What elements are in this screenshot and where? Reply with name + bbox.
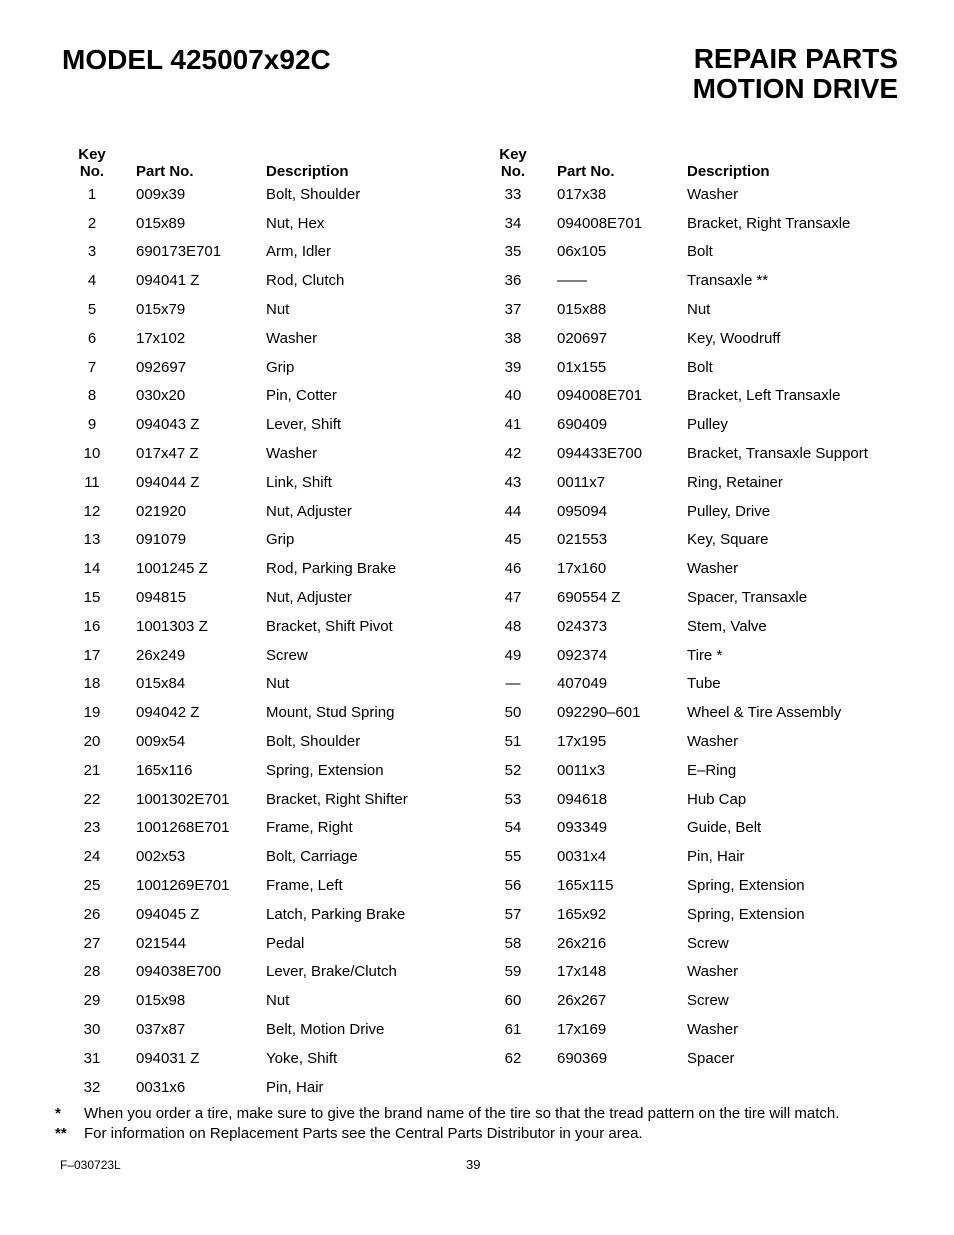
table-row [491,612,911,641]
key-no-cell: 29 [83,992,101,1010]
key-header-line1: Key [499,146,527,163]
table-row [70,1044,490,1073]
description-cell: Washer [687,560,739,578]
part-no-cell: 26x216 [557,934,607,952]
description-cell: Spacer, Transaxle [687,589,808,607]
description-cell: Screw [687,934,729,952]
part-no-cell: 690173E701 [136,243,222,261]
part-no-cell: 015x84 [136,675,186,693]
key-no-cell: 39 [504,358,522,376]
key-header-line2: No. [79,163,105,180]
key-no-cell: 28 [83,963,101,981]
description-cell: Hub Cap [687,790,747,808]
part-no-cell: 094043 Z [136,416,200,434]
description-cell: Belt, Motion Drive [266,1021,385,1038]
table-row [70,641,490,670]
key-no-cell: 38 [504,329,522,347]
key-no-cell: 25 [83,877,101,895]
part-no-cell: 093349 [557,819,608,837]
key-no-cell: 40 [504,387,522,405]
parts-list-left [70,180,490,1102]
description-cell: Latch, Parking Brake [266,905,406,923]
part-no-cell: 094031 Z [136,1049,200,1067]
table-row [70,583,490,612]
description-cell: Washer [687,185,739,203]
table-row [70,295,490,324]
description-cell: Nut [266,675,290,693]
part-no-cell: 017x47 Z [136,445,199,463]
description-cell: Tire * [687,646,723,664]
part-no-cell: 0011x7 [557,473,606,491]
description-cell: Frame, Left [266,877,343,895]
key-no-cell: 55 [504,848,522,866]
key-no-cell: 53 [504,790,522,808]
table-row [491,382,911,411]
key-header-line2: No. [500,163,526,180]
description-cell: Rod, Clutch [266,272,345,290]
key-no-cell: 46 [504,560,522,578]
description-cell: Washer [687,963,739,981]
table-row [70,468,490,497]
description-cell: Yoke, Shift [266,1049,338,1067]
description-cell: Lever, Shift [266,416,342,434]
description-cell: Bolt [687,243,713,261]
table-row [70,554,490,583]
description-header: Description [266,163,349,180]
key-no-cell: 33 [504,185,522,203]
part-no-cell: 092374 [557,646,608,664]
table-row [70,785,490,814]
part-no-cell: 06x105 [557,243,607,261]
table-row [70,382,490,411]
key-no-cell: 49 [504,646,522,664]
description-cell: Bolt, Carriage [266,848,358,866]
key-no-cell: 35 [504,243,522,261]
key-no-cell: 13 [83,531,101,549]
description-cell: Bolt [687,358,713,376]
key-no-header [491,144,535,180]
part-no-cell: 094045 Z [136,905,200,923]
part-no-cell: 017x38 [557,185,607,203]
description-cell: Nut [687,301,711,319]
table-row [491,641,911,670]
description-cell: Washer [687,733,739,751]
key-no-cell: 51 [504,733,522,751]
parts-table-left [70,144,490,1102]
table-row [70,670,490,699]
part-no-cell: 17x102 [136,329,186,347]
part-no-cell: 165x116 [136,761,193,779]
description-cell: Guide, Belt [687,819,762,837]
description-cell: Screw [687,992,729,1010]
part-no-cell: 021553 [557,531,608,549]
part-no-cell: 0031x4 [557,848,607,866]
table-row [70,324,490,353]
description-cell: Bracket, Left Transaxle [687,387,841,405]
page-number: 39 [466,1157,481,1172]
table-header-row [70,144,490,180]
parts-table-right [491,144,911,1073]
key-no-cell: 1 [87,185,97,203]
key-no-cell: 47 [504,589,522,607]
part-no-cell: 015x98 [136,992,186,1010]
part-no-cell: 009x39 [136,185,186,203]
table-row [491,324,911,353]
description-cell: Bolt, Shoulder [266,733,361,751]
key-no-cell: 52 [504,761,522,779]
part-no-cell: 1001302E701 [136,790,230,808]
key-no-cell: 9 [87,416,97,434]
key-no-cell: 42 [504,445,522,463]
key-no-header [70,144,114,180]
table-row [70,756,490,785]
description-cell: Spacer [687,1049,735,1067]
part-no-cell: 094042 Z [136,704,200,722]
table-row [491,698,911,727]
table-row [491,1015,911,1044]
table-row [491,958,911,987]
table-row [491,238,911,267]
description-cell: Bracket, Right Shifter [266,790,408,808]
key-header-line1: Key [78,146,106,163]
model-title: MODEL 425007x92C [62,44,331,75]
key-no-cell: 17 [83,646,101,664]
table-header-row [491,144,911,180]
key-no-cell: 15 [83,589,101,607]
description-cell: Bolt, Shoulder [266,185,361,203]
part-no-cell: 021920 [136,502,187,520]
footnote-text: When you order a tire, make sure to give the brand name of the tire so that the tread pattern on the tire will match. [84,1105,840,1122]
key-no-cell: 34 [504,214,522,232]
table-row [491,209,911,238]
part-no-cell: 17x169 [557,1021,607,1038]
key-no-cell: 59 [504,963,522,981]
key-no-cell: 10 [83,445,101,463]
description-cell: Pin, Hair [687,848,745,866]
key-no-cell: 24 [83,848,101,866]
part-no-cell: 094815 [136,589,187,607]
table-row [70,842,490,871]
description-cell: Bracket, Right Transaxle [687,214,851,232]
table-row [70,439,490,468]
key-no-cell: 44 [504,502,522,520]
table-row [70,1015,490,1044]
description-cell: Ring, Retainer [687,473,783,491]
part-no-cell: 17x195 [557,733,607,751]
part-no-cell: 26x249 [136,646,186,664]
table-row [70,209,490,238]
description-cell: Grip [266,358,295,376]
description-cell: Washer [266,329,318,347]
section-title-line2: MOTION DRIVE [692,73,898,104]
table-row [70,497,490,526]
description-cell: Mount, Stud Spring [266,704,395,722]
description-cell: Wheel & Tire Assembly [687,704,842,722]
key-no-cell: 62 [504,1049,522,1067]
key-no-cell: 3 [87,243,97,261]
table-row [491,871,911,900]
table-row [491,526,911,555]
table-row [70,353,490,382]
description-cell: Stem, Valve [687,617,767,635]
description-cell: Pedal [266,934,305,952]
table-row [491,1044,911,1073]
part-no-cell: 094044 Z [136,473,200,491]
table-row [70,900,490,929]
description-cell: Pulley [687,416,728,434]
table-row [491,439,911,468]
table-row [491,986,911,1015]
part-no-cell: 015x88 [557,301,607,319]
description-cell: Spring, Extension [687,905,805,923]
key-no-cell: 12 [83,502,101,520]
part-no-cell: 092697 [136,358,187,376]
part-no-cell: 094618 [557,790,608,808]
part-no-cell: —— [557,272,587,290]
footnote-mark: ** [55,1125,67,1142]
section-title [693,44,898,104]
key-no-cell: 57 [504,905,522,923]
description-cell: Spring, Extension [266,761,384,779]
description-cell: Grip [266,531,295,549]
description-cell: Nut, Hex [266,214,325,232]
key-no-cell: 20 [83,733,101,751]
table-row [491,900,911,929]
description-cell: Washer [687,1021,739,1038]
part-no-cell: 094038E700 [136,963,222,981]
part-no-cell: 17x148 [557,963,607,981]
description-cell: Pin, Hair [266,1078,324,1096]
key-no-cell: 4 [87,272,97,290]
table-row [491,785,911,814]
description-cell: Bracket, Transaxle Support [687,445,868,463]
part-no-cell: 009x54 [136,733,186,751]
table-row [70,814,490,843]
table-row [70,266,490,295]
part-no-cell: 092290–601 [557,704,641,722]
table-row [491,410,911,439]
part-no-cell: 01x155 [557,358,607,376]
part-no-cell: 26x267 [557,992,607,1010]
table-row [70,526,490,555]
table-row [491,929,911,958]
description-header: Description [687,163,770,180]
table-row [491,670,911,699]
description-cell: Spring, Extension [687,877,805,895]
key-no-cell: 61 [504,1021,522,1038]
key-no-cell: 23 [83,819,101,837]
part-no-cell: 095094 [557,502,608,520]
part-no-cell: 021544 [136,934,187,952]
description-cell: Nut, Adjuster [266,502,352,520]
key-no-cell: 21 [83,761,101,779]
part-no-cell: 1001303 Z [136,617,208,635]
part-no-cell: 015x79 [136,301,186,319]
key-no-cell: 2 [87,214,97,232]
description-cell: Pin, Cotter [266,387,337,405]
footnote-mark: * [55,1105,61,1122]
part-no-cell: 407049 [557,675,608,693]
part-no-cell: 1001245 Z [136,560,208,578]
part-no-cell: 094008E701 [557,387,643,405]
description-cell: Nut [266,301,290,319]
part-no-cell: 015x89 [136,214,186,232]
key-no-cell: 6 [87,329,97,347]
key-no-cell: 11 [84,473,100,491]
table-row [70,871,490,900]
description-cell: Lever, Brake/Clutch [266,963,397,981]
part-no-cell: 002x53 [136,848,186,866]
key-no-cell: 45 [504,531,522,549]
footnote-text: For information on Replacement Parts see the Central Parts Distributor in your area. [84,1125,643,1142]
table-row [491,353,911,382]
table-row [491,727,911,756]
table-row [70,698,490,727]
table-row [70,727,490,756]
table-row [491,583,911,612]
key-no-cell: 18 [83,675,101,693]
description-cell: Screw [266,646,308,664]
section-title-line1: REPAIR PARTS [693,43,898,74]
table-row [70,238,490,267]
part-no-cell: 0011x3 [557,761,606,779]
key-no-cell: 36 [504,272,522,290]
table-row [70,1073,490,1102]
part-no-cell: 165x115 [557,877,614,895]
part-no-cell: 094008E701 [557,214,643,232]
table-row [70,612,490,641]
description-cell: Nut, Adjuster [266,589,352,607]
description-cell: Key, Woodruff [687,329,781,347]
part-no-cell: 020697 [557,329,608,347]
description-cell: Nut [266,992,290,1010]
key-no-cell: 16 [83,617,101,635]
key-no-cell: 32 [83,1078,101,1096]
key-no-cell: 8 [87,387,97,405]
form-code: F–030723L [60,1158,121,1172]
part-no-cell: 094433E700 [557,445,643,463]
table-row [491,554,911,583]
footnotes [55,1104,839,1144]
table-row [491,180,911,209]
description-cell: Frame, Right [266,819,353,837]
part-no-cell: 024373 [557,617,608,635]
key-no-cell: 58 [504,934,522,952]
table-row [491,842,911,871]
key-no-cell: 43 [504,473,522,491]
table-row [70,958,490,987]
part-no-cell: 1001269E701 [136,877,230,895]
description-cell: Bracket, Shift Pivot [266,617,393,635]
description-cell: Tube [687,675,721,693]
part-no-cell: 690369 [557,1049,608,1067]
description-cell: Washer [266,445,318,463]
footnote-tire [55,1104,839,1124]
table-row [491,468,911,497]
key-no-cell: 30 [83,1021,101,1038]
part-no-cell: 037x87 [136,1021,186,1038]
key-no-cell: — [505,675,521,693]
table-row [491,497,911,526]
table-row [70,180,490,209]
key-no-cell: 54 [504,819,522,837]
key-no-cell: 56 [504,877,522,895]
key-no-cell: 31 [83,1049,101,1067]
part-no-cell: 030x20 [136,387,186,405]
key-no-cell: 50 [504,704,522,722]
part-no-cell: 17x160 [557,560,607,578]
key-no-cell: 60 [504,992,522,1010]
table-row [491,756,911,785]
key-no-cell: 19 [83,704,101,722]
description-cell: Link, Shift [266,473,332,491]
parts-list-right [491,180,911,1073]
description-cell: Pulley, Drive [687,502,771,520]
table-row [70,410,490,439]
table-row [70,929,490,958]
description-cell: Key, Square [687,531,769,549]
key-no-cell: 14 [83,560,101,578]
key-no-cell: 48 [504,617,522,635]
key-no-cell: 22 [83,790,101,808]
description-cell: Arm, Idler [266,243,332,261]
key-no-cell: 26 [83,905,101,923]
table-row [491,266,911,295]
key-no-cell: 5 [87,301,97,319]
part-no-cell: 1001268E701 [136,819,230,837]
part-no-cell: 094041 Z [136,272,200,290]
table-row [491,295,911,324]
part-no-cell: 165x92 [557,905,607,923]
part-no-header: Part No. [557,163,615,180]
table-row [491,814,911,843]
description-cell: Transaxle ** [687,272,769,290]
key-no-cell: 41 [504,416,522,434]
part-no-cell: 091079 [136,531,187,549]
description-cell: Rod, Parking Brake [266,560,397,578]
key-no-cell: 7 [87,358,97,376]
table-row [70,986,490,1015]
key-no-cell: 37 [504,301,522,319]
part-no-cell: 690409 [557,416,608,434]
description-cell: E–Ring [687,761,737,779]
key-no-cell: 27 [83,934,101,952]
footnote-transaxle [55,1124,839,1144]
part-no-header: Part No. [136,163,194,180]
part-no-cell: 690554 Z [557,589,621,607]
part-no-cell: 0031x6 [136,1078,186,1096]
